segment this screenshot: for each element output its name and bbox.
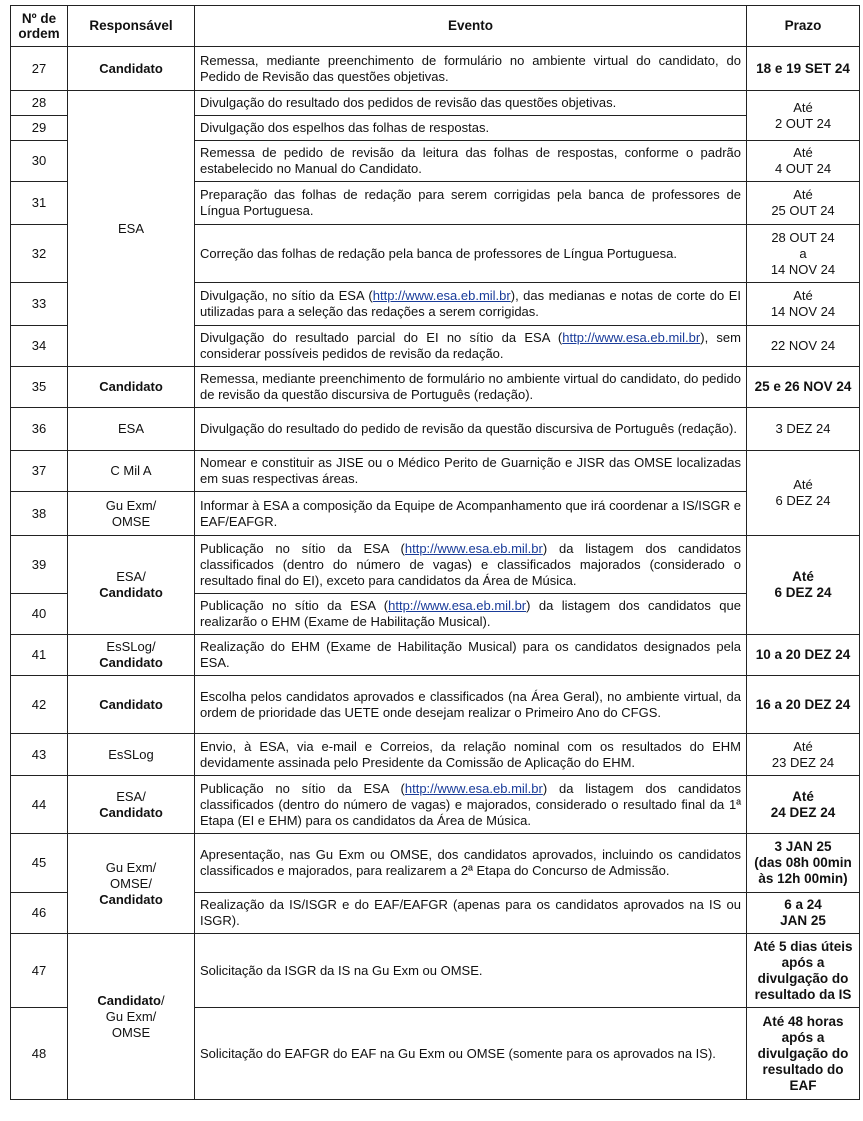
deadline-cell <box>747 776 860 834</box>
table-row <box>11 451 860 492</box>
event-cell <box>195 326 747 367</box>
responsible-cell <box>68 934 195 1100</box>
table-row <box>11 934 860 1008</box>
deadline-cell <box>747 734 860 776</box>
event-cell <box>195 776 747 834</box>
row-number: 45 <box>11 834 68 893</box>
row-number: 34 <box>11 326 68 367</box>
responsible-cell: ESA <box>68 408 195 451</box>
event-text: ) da listagem dos candidatos classificados (dentro do número de vagas) e classificados majorados (considerado o resultado final do EI), exceto para candidatos da Área de Música. <box>200 540 741 588</box>
responsible-line: EsSLog/ <box>106 639 156 654</box>
event-cell: Remessa, mediante preenchimento de formulário no ambiente virtual do candidato, do Pedido de Revisão das questões objetivas. <box>195 47 747 91</box>
deadline-line: Até <box>793 187 813 202</box>
responsible-line: Candidato <box>99 585 163 600</box>
deadline-line: resultado da IS <box>754 986 852 1002</box>
event-text: ), das medianas e notas de corte do EI utilizadas para a seleção das redações a serem corrigidas. <box>200 288 741 319</box>
responsible-cell <box>68 536 195 635</box>
event-cell: Solicitação da ISGR da IS na Gu Exm ou OMSE. <box>195 934 747 1008</box>
responsible-cell: EsSLog <box>68 734 195 776</box>
esa-website-link[interactable]: http://www.esa.eb.mil.br <box>562 330 701 345</box>
responsible-line: Gu Exm/ <box>105 497 157 513</box>
responsible-line <box>72 993 190 1009</box>
event-text: ) da listagem dos candidatos classificados (dentro do número de vagas) e majorados, considerado o resultado final da 1ª Etapa (EI e EHM) para os candidatos da Área de Música. <box>200 780 741 828</box>
responsible-cell: Candidato <box>68 47 195 91</box>
event-cell: Solicitação do EAFGR do EAF na Gu Exm ou OMSE (somente para os aprovados na IS). <box>195 1008 747 1100</box>
deadline-line: divulgação do <box>757 1045 849 1061</box>
row-number: 32 <box>11 225 68 283</box>
row-number: 33 <box>11 283 68 326</box>
event-text: ) da listagem dos candidatos que realizarão o EHM (Exame de Habilitação Musical). <box>200 598 741 629</box>
deadline-line: Até <box>792 569 814 584</box>
row-number: 27 <box>11 47 68 91</box>
row-number: 37 <box>11 451 68 492</box>
deadline-line: 2 OUT 24 <box>774 115 832 131</box>
responsible-line: Candidato <box>99 655 163 670</box>
responsible-line: OMSE <box>111 1024 151 1040</box>
event-cell: Divulgação do resultado dos pedidos de revisão das questões objetivas. <box>195 91 747 116</box>
deadline-cell: 18 e 19 SET 24 <box>747 47 860 91</box>
table-row <box>11 676 860 734</box>
event-text: Publicação no sítio da ESA ( <box>200 540 405 556</box>
deadline-cell <box>747 283 860 326</box>
deadline-line: divulgação do <box>757 970 849 986</box>
deadline-cell: 10 a 20 DEZ 24 <box>747 635 860 676</box>
esa-website-link[interactable]: http://www.esa.eb.mil.br <box>388 598 527 613</box>
event-cell: Realização do EHM (Exame de Habilitação Musical) para os candidatos designados pela ESA. <box>195 635 747 676</box>
responsible-line: ESA/ <box>116 788 146 804</box>
responsible-line: Candidato <box>99 804 163 820</box>
responsible-line: Gu Exm/ <box>105 1008 157 1024</box>
deadline-cell: 16 a 20 DEZ 24 <box>747 676 860 734</box>
event-cell <box>195 536 747 594</box>
deadline-cell <box>747 225 860 283</box>
deadline-line: JAN 25 <box>780 913 826 928</box>
row-number: 30 <box>11 141 68 182</box>
table-row <box>11 91 860 116</box>
table-row <box>11 834 860 893</box>
event-cell: Nomear e constituir as JISE ou o Médico Perito de Guarnição e JISR das OMSE localizadas em suas respectivas áreas. <box>195 451 747 492</box>
deadline-line: 23 DEZ 24 <box>771 754 835 770</box>
header-deadline: Prazo <box>747 6 860 47</box>
deadline-cell <box>747 451 860 536</box>
table-row <box>11 734 860 776</box>
table-row <box>11 492 860 536</box>
event-cell: Escolha pelos candidatos aprovados e classificados (na Área Geral), no ambiente virtual, da ordem de prioridade das UETE onde desejam realizar o Primeiro Ano do CFGS. <box>195 676 747 734</box>
deadline-line: 24 DEZ 24 <box>770 804 836 820</box>
row-number: 31 <box>11 182 68 225</box>
esa-website-link[interactable]: http://www.esa.eb.mil.br <box>372 288 511 303</box>
event-cell: Remessa de pedido de revisão da leitura das folhas de respostas, conforme o padrão estabelecido no Manual do Candidato. <box>195 141 747 182</box>
responsible-line: OMSE/ <box>110 875 152 891</box>
deadline-cell: 22 NOV 24 <box>747 326 860 367</box>
row-number: 43 <box>11 734 68 776</box>
responsible-cell: Candidato <box>68 676 195 734</box>
row-number: 29 <box>11 116 68 141</box>
responsible-line: Candidato <box>99 891 163 907</box>
schedule-table <box>10 5 860 1100</box>
event-text: Publicação no sítio da ESA ( <box>200 780 405 796</box>
deadline-cell: 3 DEZ 24 <box>747 408 860 451</box>
row-number: 41 <box>11 635 68 676</box>
responsible-text: / <box>160 992 165 1008</box>
responsible-cell <box>68 492 195 536</box>
responsible-line: OMSE <box>111 513 151 529</box>
event-text: Divulgação, no sítio da ESA ( <box>200 288 373 303</box>
deadline-line: 28 OUT 24 <box>771 229 835 245</box>
deadline-line: Até <box>793 738 813 754</box>
event-cell: Divulgação dos espelhos das folhas de respostas. <box>195 116 747 141</box>
table-row <box>11 776 860 834</box>
row-number: 46 <box>11 893 68 934</box>
deadline-line: Até <box>793 288 813 303</box>
esa-website-link[interactable]: http://www.esa.eb.mil.br <box>404 780 543 796</box>
deadline-cell <box>747 141 860 182</box>
deadline-line: Até <box>793 477 813 492</box>
deadline-line: (das 08h 00min <box>754 855 852 870</box>
deadline-line: resultado do <box>762 1061 844 1077</box>
deadline-cell <box>747 182 860 225</box>
responsible-cell <box>68 776 195 834</box>
row-number: 42 <box>11 676 68 734</box>
deadline-cell <box>747 91 860 141</box>
row-number: 36 <box>11 408 68 451</box>
event-text: Publicação no sítio da ESA ( <box>200 598 389 613</box>
deadline-line: Até 5 dias úteis <box>753 938 853 954</box>
event-cell <box>195 283 747 326</box>
deadline-line: após a <box>781 1029 825 1045</box>
deadline-line: Até <box>793 99 813 115</box>
responsible-cell: ESA <box>68 91 195 367</box>
event-cell: Correção das folhas de redação pela banca de professores de Língua Portuguesa. <box>195 225 747 283</box>
deadline-cell <box>747 536 860 635</box>
row-number: 47 <box>11 934 68 1008</box>
deadline-line: 14 NOV 24 <box>770 261 836 277</box>
responsible-cell <box>68 635 195 676</box>
event-cell: Divulgação do resultado do pedido de revisão da questão discursiva de Português (redação). <box>195 408 747 451</box>
table-row <box>11 47 860 91</box>
deadline-line: após a <box>781 954 825 970</box>
deadline-line: 6 DEZ 24 <box>775 493 831 508</box>
deadline-cell <box>747 934 860 1008</box>
row-number: 44 <box>11 776 68 834</box>
deadline-line: a <box>799 245 807 261</box>
deadline-cell <box>747 1008 860 1100</box>
table-row <box>11 408 860 451</box>
esa-website-link[interactable]: http://www.esa.eb.mil.br <box>404 540 543 556</box>
deadline-line: 4 OUT 24 <box>774 161 832 176</box>
table-row <box>11 536 860 594</box>
header-responsible: Responsável <box>68 6 195 47</box>
deadline-line: 6 DEZ 24 <box>774 585 832 600</box>
header-order-number: Nº de ordem <box>11 6 68 47</box>
header-event: Evento <box>195 6 747 47</box>
deadline-cell <box>747 834 860 893</box>
deadline-cell: 25 e 26 NOV 24 <box>747 367 860 408</box>
row-number: 39 <box>11 536 68 594</box>
responsible-line: Gu Exm/ <box>105 859 157 875</box>
event-text: Divulgação do resultado parcial do EI no sítio da ESA ( <box>200 330 563 345</box>
table-row <box>11 635 860 676</box>
responsible-text: Candidato <box>97 992 161 1008</box>
deadline-line: às 12h 00min) <box>758 871 848 886</box>
deadline-line: EAF <box>789 1077 817 1093</box>
deadline-line: Até <box>792 788 814 804</box>
row-number: 40 <box>11 594 68 635</box>
row-number: 48 <box>11 1008 68 1100</box>
table-row <box>11 367 860 408</box>
responsible-line: ESA/ <box>116 569 146 584</box>
event-cell: Envio, à ESA, via e-mail e Correios, da relação nominal com os resultados do EHM devidamente assinada pelo Presidente da Comissão de Aplicação do EHM. <box>195 734 747 776</box>
responsible-cell <box>68 834 195 934</box>
row-number: 28 <box>11 91 68 116</box>
deadline-line: 25 OUT 24 <box>771 203 835 218</box>
responsible-cell: Candidato <box>68 367 195 408</box>
deadline-line: Até 48 horas <box>762 1013 844 1029</box>
deadline-line: 3 JAN 25 <box>774 839 832 854</box>
event-cell: Informar à ESA a composição da Equipe de Acompanhamento que irá coordenar a IS/ISGR e EAF/EAFGR. <box>195 492 747 536</box>
event-cell: Realização da IS/ISGR e do EAF/EAFGR (apenas para os candidatos aprovados na IS ou ISGR). <box>195 893 747 934</box>
event-cell: Apresentação, nas Gu Exm ou OMSE, dos candidatos aprovados, incluindo os candidatos classificados e majorados, para realizarem a 2ª Etapa do Concurso de Admissão. <box>195 834 747 893</box>
deadline-line: 6 a 24 <box>784 897 822 912</box>
row-number: 35 <box>11 367 68 408</box>
deadline-cell <box>747 893 860 934</box>
responsible-cell: C Mil A <box>68 451 195 492</box>
deadline-line: 14 NOV 24 <box>770 304 836 319</box>
event-cell <box>195 594 747 635</box>
event-cell: Remessa, mediante preenchimento de formulário no ambiente virtual do candidato, do pedido de revisão da questão discursiva de Português (redação). <box>195 367 747 408</box>
row-number: 38 <box>11 492 68 536</box>
event-cell: Preparação das folhas de redação para serem corrigidas pela banca de professores de Língua Portuguesa. <box>195 182 747 225</box>
deadline-line: Até <box>793 145 813 160</box>
event-text: ), sem considerar possíveis pedidos de revisão da redação. <box>200 330 741 361</box>
